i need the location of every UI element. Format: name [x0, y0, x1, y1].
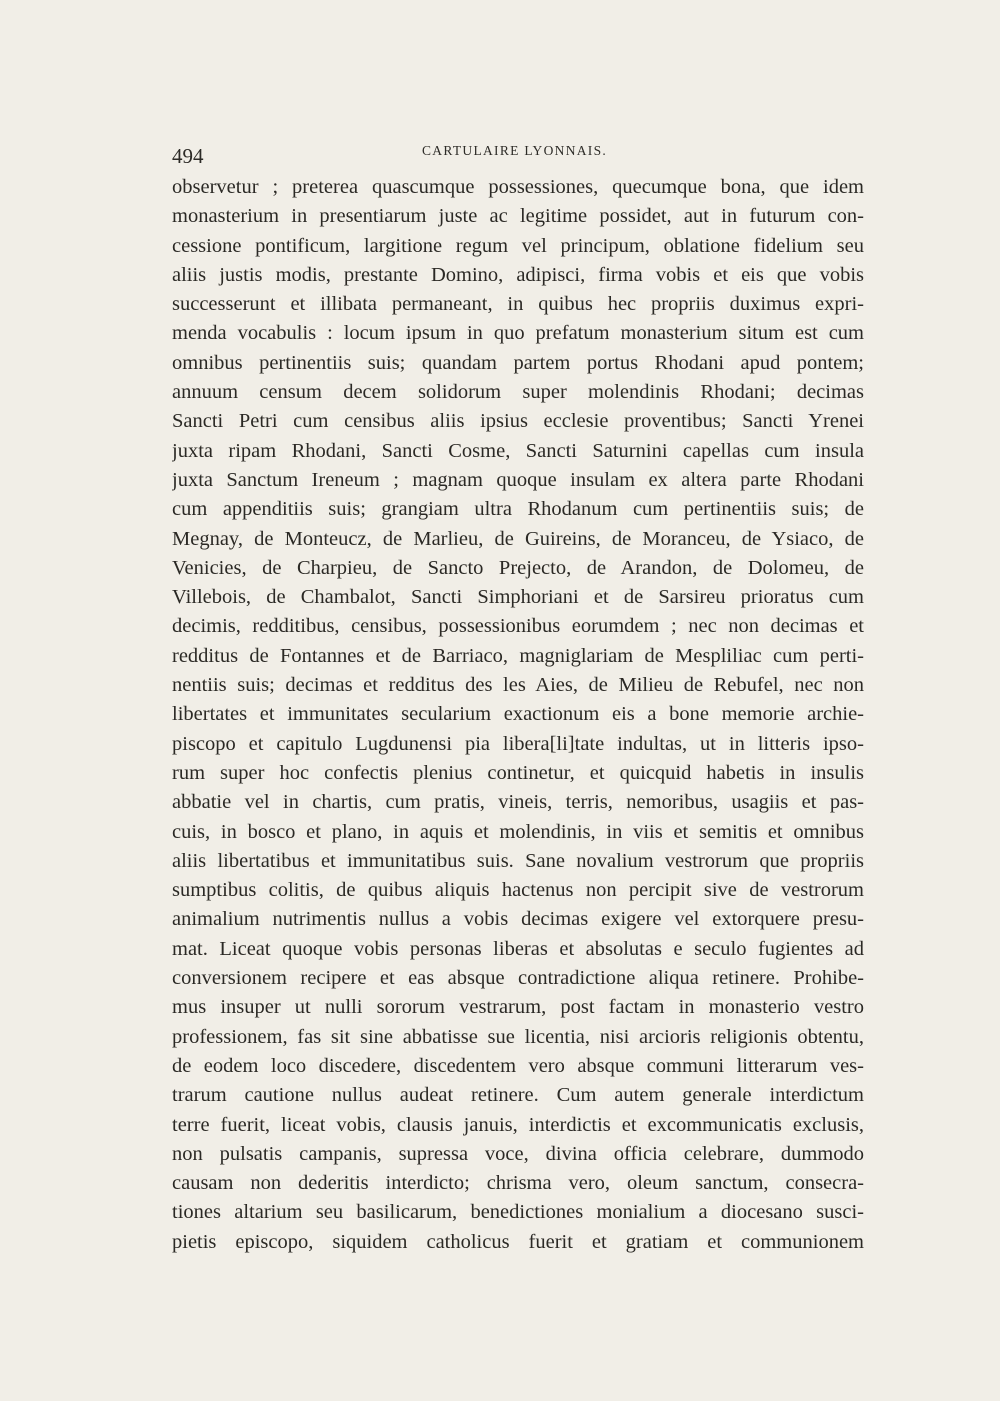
- text-line: cum appenditiis suis; grangiam ultra Rhodanum cum pertinentiis suis; de: [172, 498, 864, 521]
- text-line: observetur ; preterea quascumque possessiones, quecumque bona, que idem: [172, 176, 864, 198]
- text-line: terre fuerit, liceat vobis, clausis januis, interdictis et excommunicatis exclusis,: [172, 1113, 864, 1136]
- text-line: non pulsatis campanis, supressa voce, divina officia celebrare, dummodo: [172, 1142, 864, 1165]
- text-line: juxta Sanctum Ireneum ; magnam quoque insulam ex altera parte Rhodani: [172, 468, 864, 491]
- text-line: aliis libertatibus et immunitatibus suis. Sane novalium vestrorum que propriis: [172, 849, 864, 872]
- text-line: juxta ripam Rhodani, Sancti Cosme, Sancti Saturnini capellas cum insula: [172, 439, 864, 462]
- text-line: monasterium in presentiarum juste ac legitime possidet, aut in futurum con-: [172, 205, 864, 228]
- text-line: sumptibus colitis, de quibus aliquis hactenus non percipit sive de vestrorum: [172, 879, 864, 902]
- text-line: rum super hoc confectis plenius continetur, et quicquid habetis in insulis: [172, 761, 864, 784]
- text-line: cuis, in bosco et plano, in aquis et molendinis, in viis et semitis et omnibus: [172, 820, 864, 843]
- text-line: professionem, fas sit sine abbatisse sue licentia, nisi arcioris religionis obtentu,: [172, 1025, 864, 1048]
- text-line: Venicies, de Charpieu, de Sancto Prejecto, de Arandon, de Dolomeu, de: [172, 556, 864, 579]
- text-line: animalium nutrimentis nullus a vobis decimas exigere vel extorquere presu-: [172, 908, 864, 931]
- page-number: 494: [172, 144, 204, 168]
- text-line: decimis, redditibus, censibus, possessionibus eorumdem ; nec non decimas et: [172, 615, 864, 638]
- running-title: CARTULAIRE LYONNAIS.: [422, 143, 608, 158]
- text-line: abbatie vel in chartis, cum pratis, vineis, terris, nemoribus, usagiis et pas-: [172, 791, 864, 814]
- text-line: piscopo et capitulo Lugdunensi pia libera[li]tate indultas, ut in litteris ipso-: [172, 732, 864, 755]
- text-line: nentiis suis; decimas et redditus des les Aies, de Milieu de Rebufel, nec non: [172, 674, 864, 697]
- text-line: Megnay, de Monteucz, de Marlieu, de Guireins, de Moranceu, de Ysiaco, de: [172, 527, 864, 550]
- text-line: de eodem loco discedere, discedentem vero absque communi litterarum ves-: [172, 1054, 864, 1077]
- text-line: successerunt et illibata permaneant, in quibus hec propriis duximus expri-: [172, 293, 864, 316]
- text-line: menda vocabulis : locum ipsum in quo prefatum monasterium situm est cum: [172, 322, 864, 345]
- text-line: omnibus pertinentiis suis; quandam partem portus Rhodani apud pontem;: [172, 351, 864, 374]
- text-line: mat. Liceat quoque vobis personas liberas et absolutas e seculo fugientes ad: [172, 937, 864, 960]
- running-head: [172, 140, 864, 170]
- text-line: trarum cautione nullus audeat retinere. Cum autem generale interdictum: [172, 1084, 864, 1107]
- body-text: [172, 173, 864, 1257]
- text-line: conversionem recipere et eas absque contradictione aliqua retinere. Prohibe-: [172, 967, 864, 990]
- text-line: pietis episcopo, siquidem catholicus fuerit et gratiam et communionem: [172, 1230, 864, 1253]
- text-line: Sancti Petri cum censibus aliis ipsius ecclesie proventibus; Sancti Yrenei: [172, 410, 864, 433]
- text-line: redditus de Fontannes et de Barriaco, magniglariam de Mespliliac cum perti-: [172, 644, 864, 667]
- text-line: Villebois, de Chambalot, Sancti Simphoriani et de Sarsireu prioratus cum: [172, 586, 864, 609]
- text-line: annuum censum decem solidorum super molendinis Rhodani; decimas: [172, 381, 864, 404]
- text-line: causam non dederitis interdicto; chrisma vero, oleum sanctum, consecra-: [172, 1172, 864, 1195]
- text-line: aliis justis modis, prestante Domino, adipisci, firma vobis et eis que vobis: [172, 263, 864, 286]
- text-line: tiones altarium seu basilicarum, benedictiones monialium a diocesano susci-: [172, 1201, 864, 1224]
- text-line: cessione pontificum, largitione regum vel principum, oblatione fidelium seu: [172, 234, 864, 257]
- text-line: libertates et immunitates secularium exactionum eis a bone memorie archie-: [172, 703, 864, 726]
- text-line: mus insuper ut nulli sororum vestrarum, post factam in monasterio vestro: [172, 996, 864, 1019]
